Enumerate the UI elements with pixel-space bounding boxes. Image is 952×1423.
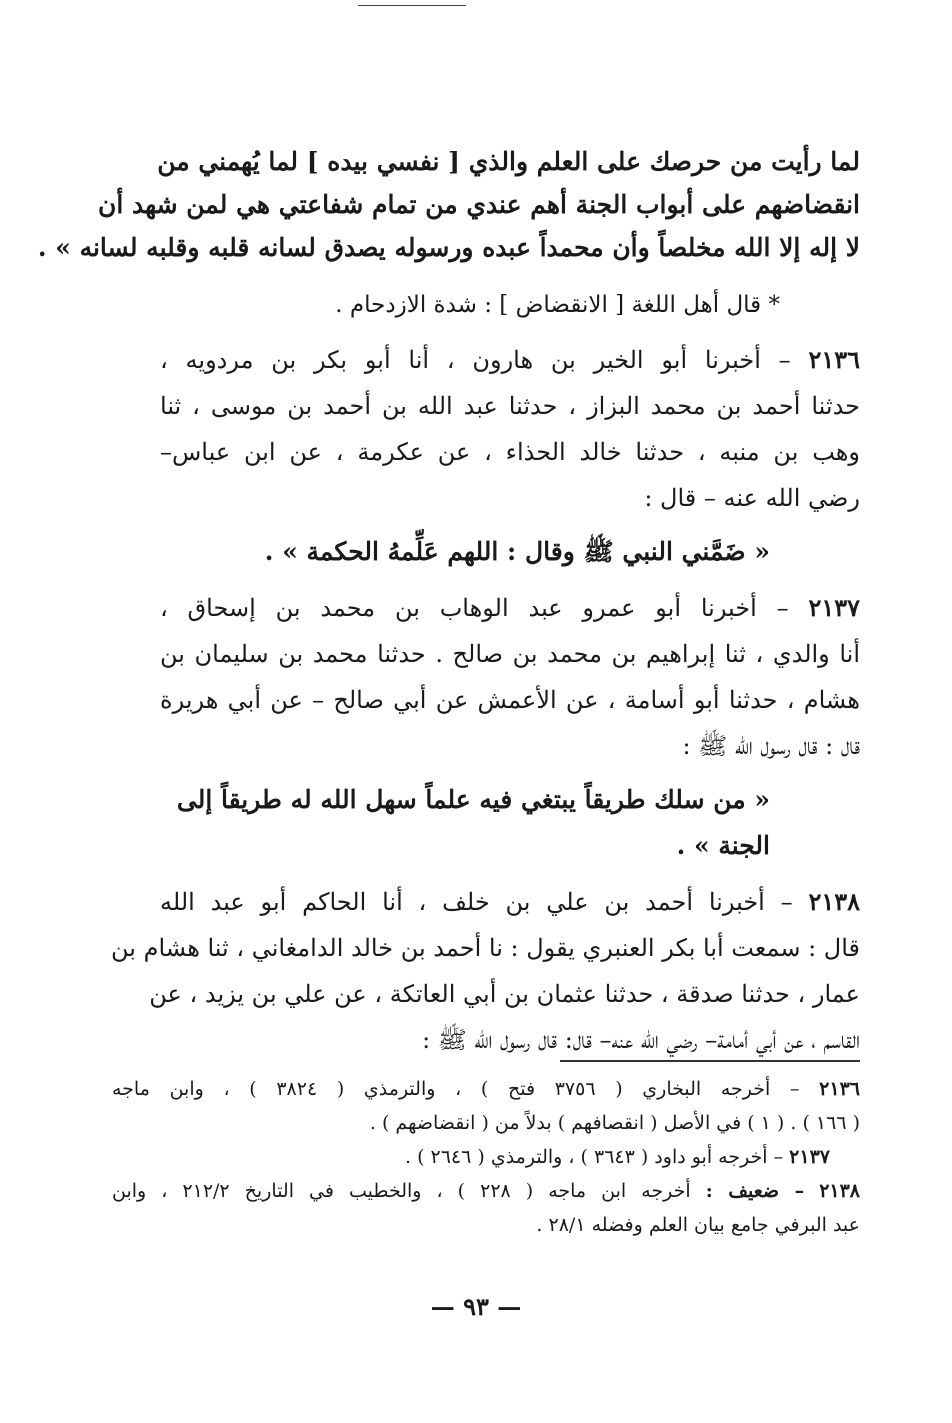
hadith-2138 (111, 879, 860, 1063)
footnote-line: ( ١٦٦ ) . ( ١ ) في الأصل ( انقصافهم ) بدلاً من ( انقضاضهم ) . (369, 1112, 860, 1134)
footnotes (112, 1072, 860, 1242)
grade-label: – ضعيف : (705, 1180, 805, 1202)
hadith-text: « من سلك طريقاً يبتغي فيه علماً سهل الله له طريقاً إلى الجنة » . (176, 785, 770, 860)
hadith-number: ٢١٣٧ (808, 593, 860, 622)
top-rule (358, 5, 466, 6)
footnote-2137 (112, 1140, 860, 1174)
narration-line: ٢١٣٧ – أخبرنا أبو عمرو عبد الوهاب بن محمد بن إسحاق ، (160, 593, 860, 622)
hadith-text: « ضَمَّني النبي ﷺ وقال : اللهم عَلِّمهُ الحكمة » . (264, 537, 770, 566)
intro-line: انقضاضهم على أبواب الجنة أهم عندي من تمام شفاعتي هي لمن شهد أن (97, 190, 860, 219)
narration-line: ٢١٣٦ – أخبرنا أبو الخير بن هارون ، أنا أبو بكر بن مردويه ، (160, 345, 860, 374)
footnote-line: ٢١٣٨ – ضعيف : أخرجه ابن ماجه ( ٢٢٨ ) ، والخطيب في التاريخ ٢١٢/٢ ، وابن (112, 1180, 861, 1202)
main-text (37, 140, 861, 1063)
intro-line: لما رأيت من حرصك على العلم والذي [ نفسي بيده ] لما يُهمني من (157, 147, 860, 176)
narration-line: عمار ، حدثنا صدقة ، حدثنا عثمان بن أبي العاتكة ، عن علي بن يزيد ، عن (149, 980, 860, 1008)
narration-line: هشام ، حدثنا أبو أسامة ، عن الأعمش عن أبي صالح – عن أبي هريرة (160, 686, 860, 714)
footnote-line: ٢١٣٦ – أخرجه البخاري ( ٣٧٥٦ فتح ) ، والترمذي ( ٣٨٢٤ ) ، وابن ماجه (112, 1078, 860, 1100)
footnote-number: ٢١٣٦ (819, 1078, 860, 1100)
hadith-number: ٢١٣٦ (808, 345, 860, 374)
footnote-line: – أخرجه أبو داود ( ٣٦٤٣ ) ، والترمذي ( ٢٦٤٦ ) . (404, 1146, 784, 1168)
narration-line: القاسم ، عن أبي أمامة– رضي الله عنه– قال: قال رسول الله ﷺ : (422, 1026, 860, 1054)
page-number: — ٩٣ — (430, 1292, 522, 1321)
footnote-2136 (112, 1072, 860, 1140)
narration-line: رضي الله عنه – قال : (644, 484, 860, 512)
narration-line: ٢١٣٨ – أخبرنا أحمد بن علي بن خلف ، أنا الحاكم أبو عبد الله (160, 887, 860, 916)
narration-line: وهب بن منبه ، حدثنا خالد الحذاء ، عن عكرمة ، عن ابن عباس– (160, 438, 861, 466)
narration-line: حدثنا أحمد بن محمد البزاز ، حدثنا عبد الله بن أحمد بن موسى ، ثنا (160, 392, 860, 420)
footnote-number: ٢١٣٨ (819, 1180, 861, 1202)
footnote-line: عبد البرفي جامع بيان العلم وفضله ٢٨/١ . (536, 1214, 860, 1236)
narration-line: قال : قال رسول الله ﷺ : (682, 732, 860, 760)
footnote-divider (560, 1060, 860, 1062)
intro-paragraph (37, 140, 860, 269)
footnote-number: ٢١٣٧ (789, 1146, 830, 1168)
footnote-2138 (112, 1174, 860, 1242)
intro-line: لا إله إلا الله مخلصاً وأن محمداً عبده ورسوله يصدق لسانه قلبه وقلبه لسانه » . (37, 233, 860, 262)
narration-line: أنا والدي ، ثنا إبراهيم بن محمد بن صالح . حدثنا محمد بن سليمان بن (160, 640, 860, 668)
hadith-2137 (160, 585, 860, 769)
narration-line: قال : سمعت أبا بكر العنبري يقول : نا أحمد بن خالد الدامغاني ، ثنا هشام بن (111, 934, 860, 962)
hadith-2136 (160, 337, 860, 521)
hadith-number: ٢١٣٨ (808, 887, 860, 916)
lexical-note: * قال أهل اللغة [ الانقضاض ] : شدة الازدحام . (335, 292, 780, 318)
